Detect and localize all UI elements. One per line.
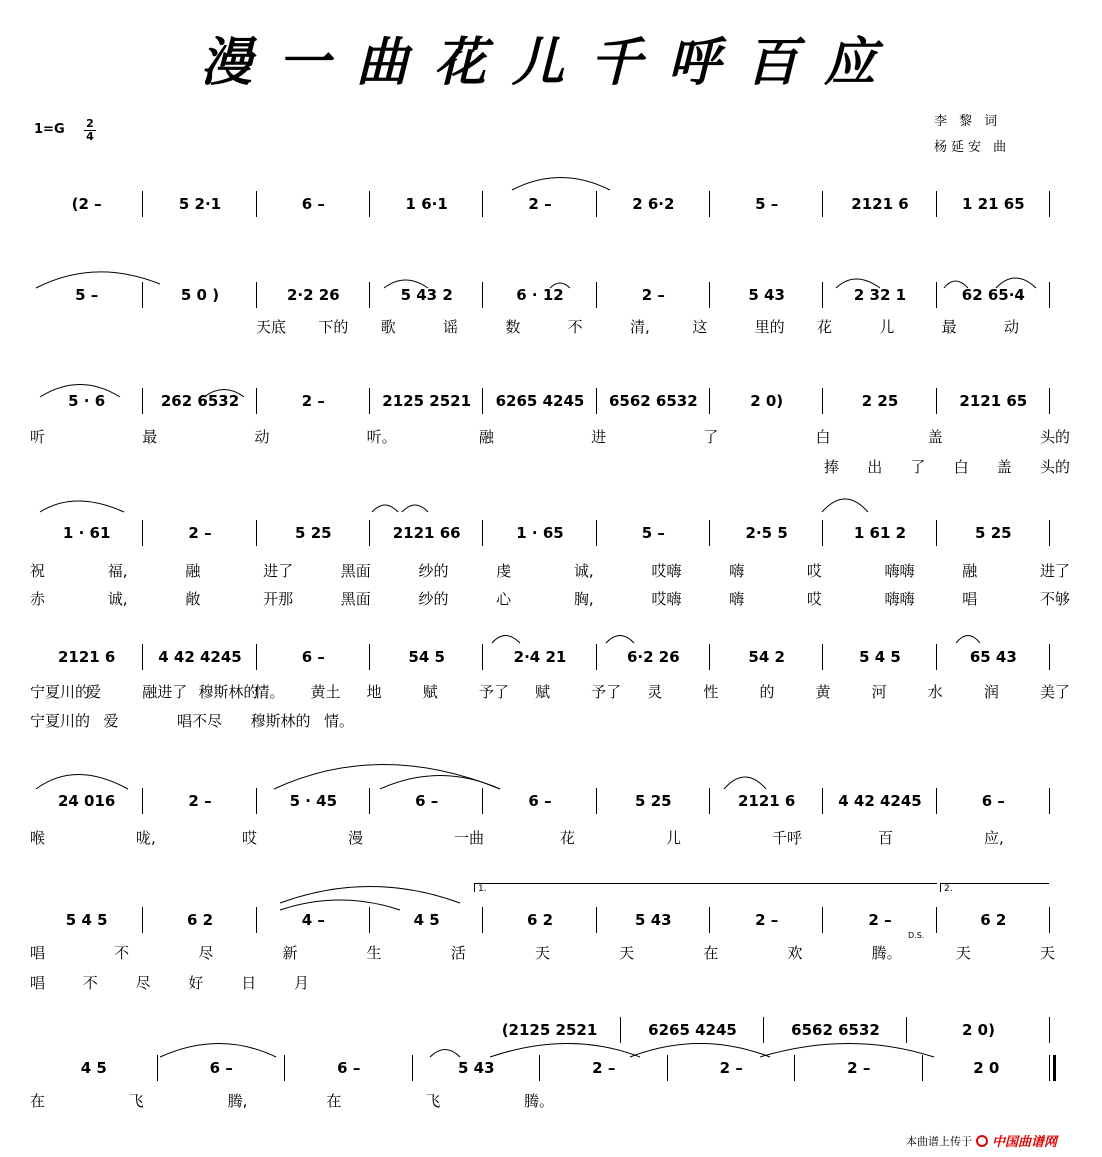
lyric-syllable: 的 <box>759 683 775 701</box>
measure: 6 – <box>337 1059 361 1077</box>
lyric-syllable: 活 <box>450 944 466 962</box>
lyric-syllable: 黄土 <box>310 683 341 701</box>
measure: 2 – <box>188 792 212 810</box>
measure: 6 – <box>981 792 1005 810</box>
lyric-syllable: 头的 <box>1040 458 1071 476</box>
lyric-line <box>0 827 1060 849</box>
lyric-syllable: 哎 <box>242 829 258 847</box>
measure: 2125 2521 <box>382 392 472 410</box>
measure: 5 43 <box>748 286 785 304</box>
lyric-syllable: 爱 <box>86 683 102 701</box>
measure: 5 25 <box>635 792 672 810</box>
lyric-syllable: 胸, <box>573 590 594 608</box>
lyric-syllable: 在 <box>703 944 719 962</box>
lyric-syllable: 宁夏川的 <box>30 683 91 701</box>
lyric-syllable: 月 <box>294 974 310 992</box>
measure: 6562 6532 <box>791 1021 880 1039</box>
measure: 1 61 2 <box>853 524 907 542</box>
measure: 6 2 <box>980 911 1007 929</box>
lyric-syllable: 听。 <box>366 428 397 446</box>
lyric-syllable: 融 <box>962 562 978 580</box>
dal-segno-mark: D.S. <box>908 931 925 940</box>
measure: 2 25 <box>861 392 899 410</box>
lyric-syllable: 一曲 <box>454 829 485 847</box>
lyric-syllable: 唱不尽 <box>177 712 223 730</box>
measure: 6 – <box>528 792 552 810</box>
lyric-syllable: 儿 <box>666 829 682 847</box>
measure: 2121 66 <box>392 524 461 542</box>
measure: 6 – <box>415 792 439 810</box>
lyric-syllable: 欢 <box>787 944 803 962</box>
site-logo-icon <box>976 1135 988 1147</box>
lyric-syllable: 头的 <box>1040 428 1071 446</box>
lyric-syllable: 敞 <box>185 590 201 608</box>
lyric-syllable: 漫 <box>348 829 364 847</box>
lyric-syllable: 盖 <box>927 428 943 446</box>
lyric-syllable: 爱 <box>103 712 119 730</box>
lyric-syllable: 唱 <box>30 944 46 962</box>
measure: 4 42 4245 <box>158 648 242 666</box>
lyric-syllable: 腾, <box>227 1092 248 1110</box>
lyric-syllable: 美了 <box>1040 683 1071 701</box>
lyric-syllable: 这 <box>692 318 708 336</box>
lyric-syllable: 歌 <box>380 318 396 336</box>
barline <box>1049 1055 1056 1081</box>
lyric-syllable: 纱的 <box>418 590 449 608</box>
lyric-syllable: 嗨 <box>729 590 745 608</box>
lyric-syllable: 出 <box>867 458 883 476</box>
lyric-syllable: 宁夏川的 <box>30 712 91 730</box>
lyric-syllable: 润 <box>983 683 999 701</box>
notation-row <box>478 1019 1050 1041</box>
lyric-syllable: 哎嗨 <box>651 562 682 580</box>
lyric-syllable: 哎 <box>806 590 822 608</box>
notation-row <box>30 284 1050 306</box>
lyric-line <box>0 588 1071 610</box>
lyric-syllable: 开那 <box>263 590 294 608</box>
lyric-syllable: 嗨 <box>729 562 745 580</box>
barline <box>1049 907 1050 933</box>
measure: 5 43 <box>635 911 672 929</box>
time-signature: $\frac{2}{4}$ <box>84 118 96 143</box>
lyric-syllable: 动 <box>254 428 270 446</box>
measure: 5 4 5 <box>859 648 901 666</box>
lyric-syllable: 心 <box>496 590 512 608</box>
lyric-syllable: 诚, <box>573 562 594 580</box>
measure: 5 25 <box>295 524 332 542</box>
measure: 6 – <box>209 1059 233 1077</box>
measure: 5 43 <box>457 1059 495 1077</box>
measure: 54 5 <box>408 648 445 666</box>
lyric-syllable: 飞 <box>128 1092 144 1110</box>
lyric-syllable: 予了 <box>591 683 622 701</box>
lyric-syllable: 百 <box>878 829 894 847</box>
barline <box>1049 282 1050 308</box>
lyric-syllable: 捧 <box>824 458 840 476</box>
notation-row <box>30 193 1050 215</box>
lyric-line <box>0 1090 1060 1112</box>
lyric-syllable: 最 <box>142 428 158 446</box>
measure: 5 · 6 <box>68 392 106 410</box>
lyric-syllable: 唱 <box>30 974 46 992</box>
measure: 2 – <box>868 911 892 929</box>
measure: 1 6·1 <box>405 195 448 213</box>
lyric-syllable: 情。 <box>254 683 285 701</box>
lyric-syllable: 穆斯林的 <box>250 712 311 730</box>
measure: 4 42 4245 <box>838 792 922 810</box>
measure: 6265 4245 <box>495 392 585 410</box>
lyric-syllable: 天 <box>1040 944 1056 962</box>
lyric-syllable: 天底 <box>256 318 287 336</box>
lyric-syllable: 进了 <box>263 562 294 580</box>
lyric-syllable: 地 <box>366 683 382 701</box>
lyric-syllable: 里的 <box>754 318 785 336</box>
measure: 2 32 1 <box>853 286 907 304</box>
measure: 62 65·4 <box>961 286 1025 304</box>
lyric-syllable: 在 <box>326 1092 342 1110</box>
key-signature: 1=G <box>34 122 65 137</box>
measure: 65 43 <box>969 648 1017 666</box>
measure: (2125 2521 <box>501 1021 598 1039</box>
lyric-syllable: 生 <box>366 944 382 962</box>
measure: 1 21 65 <box>962 195 1025 213</box>
lyric-syllable: 白 <box>953 458 969 476</box>
measure: 2·2 26 <box>286 286 340 304</box>
lyric-syllable: 不 <box>82 974 98 992</box>
lyric-syllable: 新 <box>282 944 298 962</box>
lyric-syllable: 哎 <box>806 562 822 580</box>
lyric-syllable: 了 <box>703 428 719 446</box>
lyric-syllable: 下的 <box>318 318 349 336</box>
lyric-syllable: 白 <box>815 428 831 446</box>
measure: 2121 6 <box>57 648 116 666</box>
lyric-syllable: 融 <box>185 562 201 580</box>
lyric-syllable: 河 <box>871 683 887 701</box>
lyric-syllable: 好 <box>188 974 204 992</box>
lyricist-credit: 李 黎 词 <box>934 114 1002 129</box>
lyric-syllable: 最 <box>941 318 957 336</box>
lyric-syllable: 赤 <box>30 590 46 608</box>
lyric-syllable: 黄 <box>815 683 831 701</box>
lyric-syllable: 水 <box>927 683 943 701</box>
lyric-syllable: 嗨嗨 <box>884 562 915 580</box>
lyric-syllable: 清, <box>630 318 650 336</box>
measure: 2 – <box>719 1059 743 1077</box>
lyric-syllable: 喉 <box>30 829 46 847</box>
measure: 2 – <box>592 1059 616 1077</box>
lyric-syllable: 谣 <box>443 318 459 336</box>
lyric-syllable: 花 <box>560 829 576 847</box>
lyric-syllable: 千呼 <box>772 829 803 847</box>
composer-credit: 杨延安 曲 <box>934 140 1011 155</box>
lyric-line <box>0 426 1071 448</box>
measure: 6 – <box>301 195 325 213</box>
notation-row <box>30 790 1050 812</box>
lyric-syllable: 融进了 <box>142 683 188 701</box>
measure: 4 5 <box>413 911 440 929</box>
measure: 4 5 <box>80 1059 107 1077</box>
measure: 54 2 <box>748 648 785 666</box>
barline <box>1049 644 1050 670</box>
lyric-syllable: 动 <box>1004 318 1020 336</box>
notation-row <box>30 909 1050 931</box>
lyric-syllable: 融 <box>478 428 494 446</box>
lyric-syllable: 福, <box>107 562 128 580</box>
lyric-syllable: 诚, <box>107 590 128 608</box>
notation-row <box>30 1057 1050 1079</box>
measure: 6 2 <box>526 911 554 929</box>
lyric-line <box>0 456 1071 478</box>
measure: 2 6·2 <box>632 195 675 213</box>
measure: 6·2 26 <box>626 648 680 666</box>
measure: 5 43 2 <box>400 286 453 304</box>
measure: 5 2·1 <box>178 195 222 213</box>
lyric-syllable: 飞 <box>425 1092 441 1110</box>
lyric-syllable: 进了 <box>1040 562 1071 580</box>
notation-row <box>30 390 1050 412</box>
lyric-syllable: 灵 <box>647 683 663 701</box>
measure: 2 – <box>755 911 779 929</box>
lyric-line <box>0 681 1071 703</box>
lyric-syllable: 哎嗨 <box>651 590 682 608</box>
site-logo-text[interactable]: 中国曲谱网 <box>992 1135 1058 1150</box>
lyric-syllable: 进 <box>591 428 607 446</box>
measure: 2121 6 <box>851 195 909 213</box>
notation-row <box>30 646 1050 668</box>
measure: 2 0) <box>962 1021 995 1039</box>
lyric-syllable: 腾。 <box>871 944 902 962</box>
lyric-syllable: 尽 <box>198 944 214 962</box>
lyric-syllable: 应, <box>984 829 1004 847</box>
measure: 6 – <box>301 648 325 666</box>
lyric-syllable: 性 <box>703 683 719 701</box>
lyric-syllable: 尽 <box>135 974 151 992</box>
barline <box>1049 520 1050 546</box>
lyric-syllable: 祝 <box>30 562 46 580</box>
lyric-syllable: 天 <box>955 944 971 962</box>
lyric-syllable: 赋 <box>422 683 438 701</box>
volta-first: 1. <box>474 883 937 892</box>
measure: 6 · 12 <box>516 286 564 304</box>
measure: 2·4 21 <box>513 648 567 666</box>
lyric-syllable: 数 <box>505 318 521 336</box>
measure: 2 – <box>301 392 325 410</box>
lyric-syllable: 嗨嗨 <box>884 590 915 608</box>
measure: 2 – <box>528 195 552 213</box>
lyric-syllable: 咙, <box>136 829 156 847</box>
lyric-syllable: 花 <box>817 318 833 336</box>
lyric-syllable: 情。 <box>324 712 355 730</box>
lyric-syllable: 腾。 <box>524 1092 555 1110</box>
measure: 5 4 5 <box>65 911 108 929</box>
lyric-line <box>0 942 1060 964</box>
lyric-syllable: 日 <box>241 974 257 992</box>
measure: 2 – <box>188 524 212 542</box>
barline <box>1049 191 1050 217</box>
lyric-syllable: 听 <box>30 428 46 446</box>
lyric-syllable: 天 <box>535 944 551 962</box>
notation-row <box>30 522 1050 544</box>
lyric-syllable: 唱 <box>962 590 978 608</box>
measure: 24 016 <box>57 792 116 810</box>
measure: 2 0 <box>973 1059 1000 1077</box>
measure: 2121 6 <box>737 792 796 810</box>
measure: 6265 4245 <box>648 1021 737 1039</box>
barline <box>1049 788 1050 814</box>
measure: 2 – <box>641 286 665 304</box>
measure: 1 · 61 <box>62 524 111 542</box>
lyric-syllable: 黑面 <box>340 562 371 580</box>
barline <box>1049 1017 1050 1043</box>
lyric-line <box>0 710 1060 732</box>
measure: 2 0) <box>750 392 784 410</box>
lyric-syllable: 在 <box>30 1092 46 1110</box>
measure: 6562 6532 <box>608 392 698 410</box>
lyric-syllable: 予了 <box>478 683 509 701</box>
lyric-syllable: 纱的 <box>418 562 449 580</box>
lyric-syllable: 不够 <box>1040 590 1071 608</box>
measure: 2121 65 <box>959 392 1028 410</box>
measure: 2·5 5 <box>745 524 788 542</box>
lyric-syllable: 天 <box>619 944 635 962</box>
measure: 4 – <box>301 911 325 929</box>
lyric-syllable: 赋 <box>535 683 551 701</box>
page-title: 漫一曲花儿千呼百应 <box>199 32 902 93</box>
measure: 2 – <box>847 1059 871 1077</box>
measure: 5 – <box>75 286 99 304</box>
lyric-syllable: 盖 <box>996 458 1012 476</box>
lyric-syllable: 了 <box>910 458 926 476</box>
barline <box>1049 388 1050 414</box>
lyric-line <box>0 560 1071 582</box>
measure: 5 25 <box>975 524 1012 542</box>
lyric-syllable: 儿 <box>879 318 895 336</box>
footer-credit: 本曲谱上传于 中国曲谱网 <box>906 1131 1057 1150</box>
measure: 1 · 65 <box>516 524 564 542</box>
lyric-syllable: 虔 <box>496 562 512 580</box>
volta-second: 2. <box>940 883 1049 892</box>
measure: 5 · 45 <box>289 792 338 810</box>
lyric-syllable: 不 <box>114 944 130 962</box>
lyric-line <box>0 316 1060 338</box>
measure: (2 – <box>71 195 102 213</box>
measure: 5 0 ) <box>180 286 220 304</box>
measure: 6 2 <box>186 911 214 929</box>
measure: 5 – <box>755 195 779 213</box>
lyric-line <box>0 972 1060 994</box>
lyric-syllable: 黑面 <box>340 590 371 608</box>
measure: 5 – <box>641 524 665 542</box>
lyric-syllable: 不 <box>567 318 583 336</box>
measure: 262 6532 <box>160 392 240 410</box>
lyric-syllable: 穆斯林的 <box>198 683 259 701</box>
